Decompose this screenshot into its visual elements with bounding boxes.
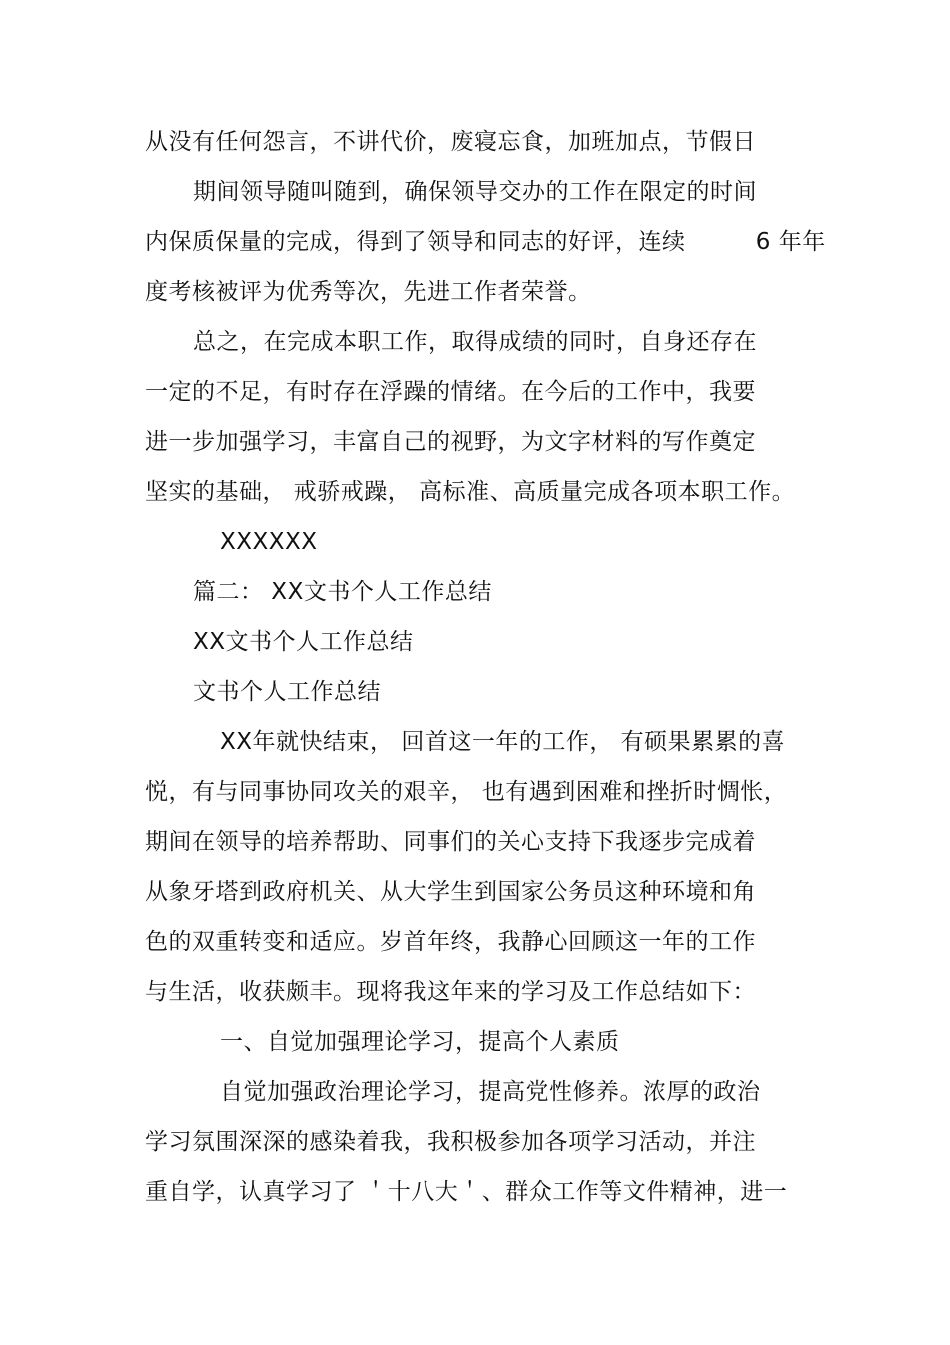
subsection-heading: 一、自觉加强理论学习，提高个人素质	[220, 1029, 620, 1055]
text-line: 坚实的基础， 戒骄戒躁， 高标准、高质量完成各项本职工作。	[145, 479, 796, 505]
text-line: 一定的不足，有时存在浮躁的情绪。在今后的工作中，我要	[145, 379, 756, 405]
text-line: 学习氛围深深的感染着我，我积极参加各项学习活动，并注	[145, 1129, 756, 1155]
text-line: 自觉加强政治理论学习，提高党性修养。浓厚的政治	[220, 1079, 761, 1105]
text-line: 从象牙塔到政府机关、从大学生到国家公务员这种环境和角	[145, 879, 756, 905]
text-line: 从没有任何怨言，不讲代价，废寝忘食，加班加点，节假日	[145, 129, 756, 155]
text-line: 总之，在完成本职工作，取得成绩的同时，自身还存在	[193, 329, 757, 355]
document-subtitle: 文书个人工作总结	[193, 679, 381, 705]
text-line: 度考核被评为优秀等次，先进工作者荣誉。	[145, 279, 592, 305]
text-line: 与生活，收获颇丰。现将我这年来的学习及工作总结如下：	[145, 979, 756, 1005]
text-line: 进一步加强学习，丰富自己的视野，为文字材料的写作奠定	[145, 429, 756, 455]
text-line: 期间在领导的培养帮助、同事们的关心支持下我逐步完成着	[145, 829, 756, 855]
text-line: 色的双重转变和适应。岁首年终，我静心回顾这一年的工作	[145, 929, 756, 955]
text-line: 内保质保量的完成，得到了领导和同志的好评，连续 6 年年	[145, 229, 826, 255]
text-line: 重自学，认真学习了 ＇十八大＇、群众工作等文件精神，进一	[145, 1179, 788, 1205]
text-line: 期间领导随叫随到，确保领导交办的工作在限定的时间	[193, 179, 757, 205]
document-title: XX文书个人工作总结	[193, 629, 414, 655]
text-line: 悦，有与同事协同攻关的艰辛， 也有遇到困难和挫折时惆怅，	[145, 779, 788, 805]
text-line: XX年就快结束， 回首这一年的工作， 有硕果累累的喜	[220, 729, 786, 755]
section-heading: 篇二： XX文书个人工作总结	[193, 579, 492, 605]
signature-placeholder: XXXXXX	[220, 529, 318, 555]
